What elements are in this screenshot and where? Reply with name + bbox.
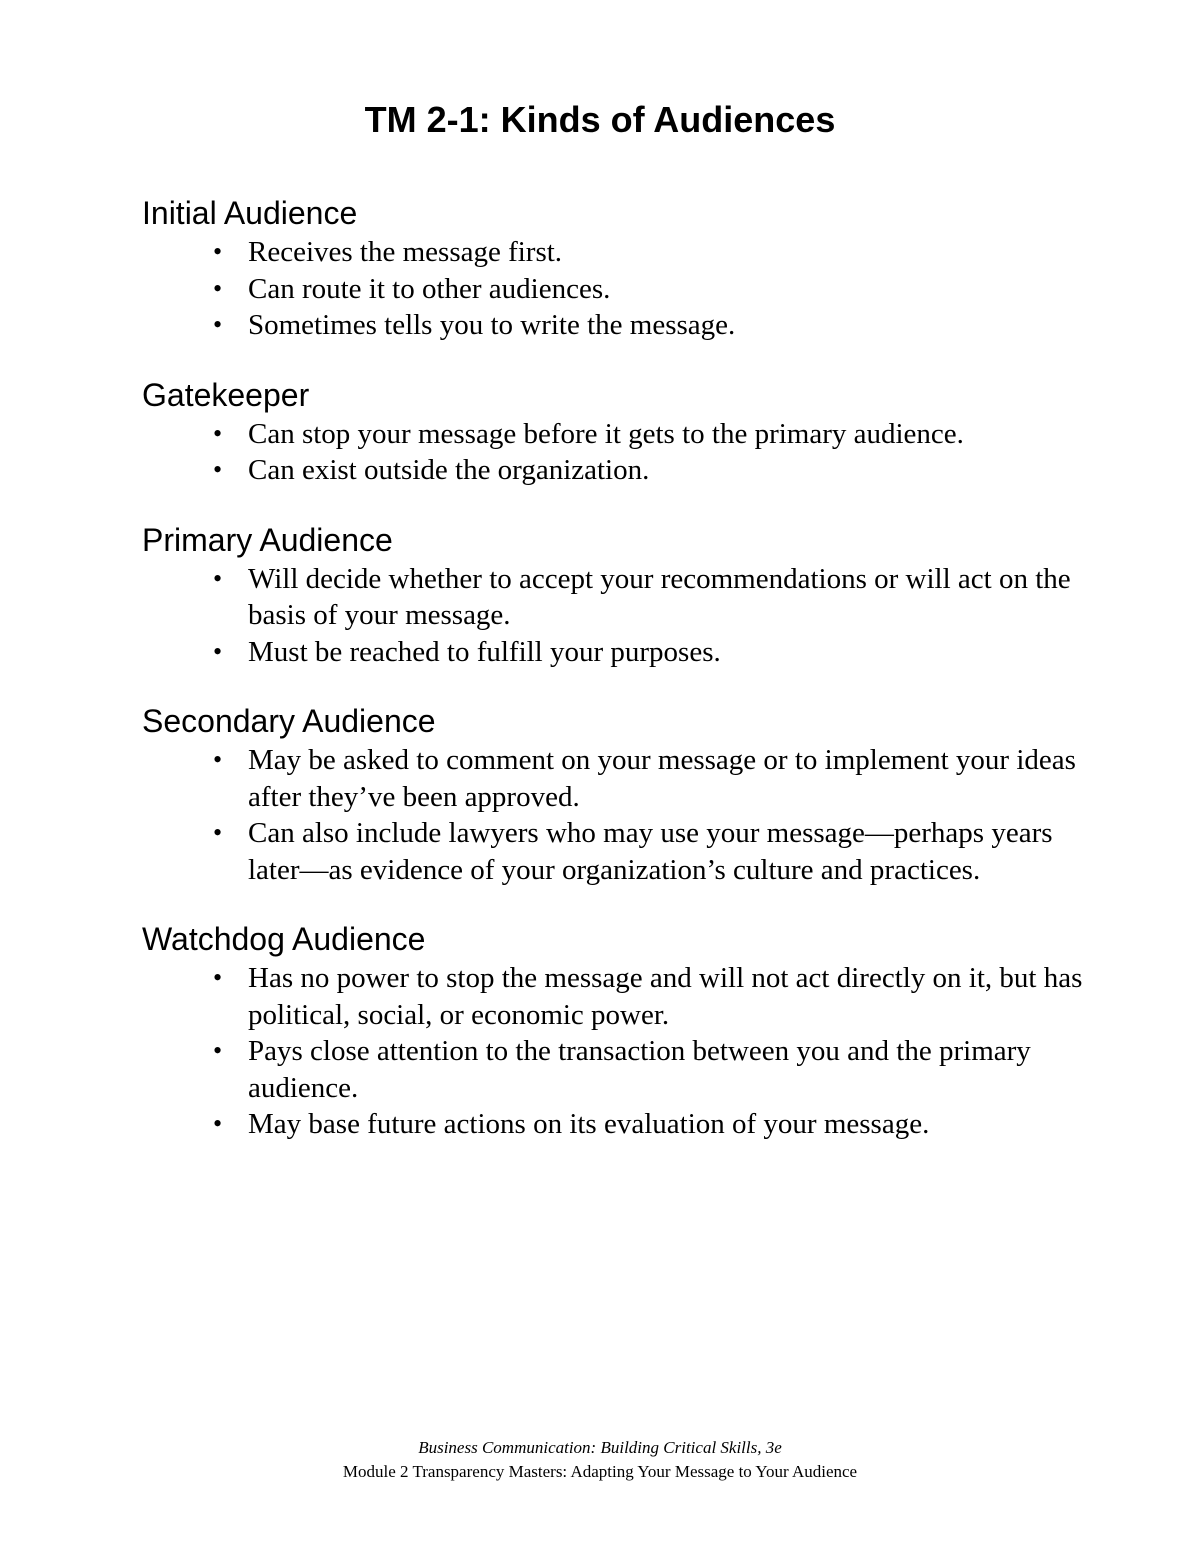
bullet-text: Can stop your message before it gets to the primary audience. [248, 417, 964, 450]
bullet-text: Pays close attention to the transaction between you and the primary audience. [248, 1035, 1031, 1104]
bullet-icon: • [213, 563, 223, 593]
page-footer [0, 1436, 1200, 1484]
bullet-text: Sometimes tells you to write the message. [248, 309, 736, 341]
bullet-item [142, 307, 1102, 344]
bullet-item [142, 960, 1102, 1033]
section-heading: Primary Audience [142, 521, 393, 558]
section-primary-audience [142, 519, 1102, 671]
section-heading: Gatekeeper [142, 376, 310, 413]
bullet-list [142, 960, 1102, 1143]
bullet-item [142, 815, 1102, 888]
bullet-text: Has no power to stop the message and will not act directly on it, but has political, social, or economic power. [248, 962, 1083, 1031]
bullet-text: May base future actions on its evaluation of your message. [248, 1108, 930, 1140]
bullet-icon: • [213, 418, 223, 448]
bullet-icon: • [213, 745, 223, 774]
bullet-item [142, 1033, 1102, 1106]
bullet-icon: • [213, 636, 223, 666]
bullet-item [142, 416, 1102, 453]
bullet-icon: • [213, 273, 223, 303]
bullet-icon: • [213, 310, 223, 339]
bullet-text: Receives the message first. [248, 236, 563, 268]
bullet-list [142, 234, 1102, 344]
bullet-text: Can exist outside the organization. [248, 454, 650, 486]
bullet-icon: • [213, 1036, 223, 1065]
bullet-text: Can route it to other audiences. [248, 272, 611, 305]
page-title: TM 2-1: Kinds of Audiences [364, 99, 836, 140]
bullet-text: Must be reached to fulfill your purposes. [248, 635, 721, 668]
bullet-list [142, 742, 1102, 888]
section-heading: Initial Audience [142, 195, 358, 231]
section-watchdog-audience [142, 918, 1102, 1143]
section-secondary-audience [142, 700, 1102, 888]
section-heading: Secondary Audience [142, 703, 436, 739]
bullet-icon: • [213, 237, 223, 266]
bullet-item [142, 452, 1102, 489]
footer-module-title: Module 2 Transparency Masters: Adapting Your Message to Your Audience [342, 1462, 858, 1481]
bullet-icon: • [213, 455, 223, 484]
bullet-item [142, 742, 1102, 815]
bullet-icon: • [213, 818, 223, 847]
bullet-list [142, 416, 1102, 489]
document-body [142, 192, 1102, 1173]
section-heading: Watchdog Audience [142, 921, 426, 957]
bullet-text: May be asked to comment on your message or to implement your ideas after they’ve been approved. [248, 744, 1076, 813]
bullet-text: Can also include lawyers who may use your message—perhaps years later—as evidence of your organization’s culture and practices. [248, 817, 1053, 886]
footer-book-title: Business Communication: Building Critical Skills, 3e [418, 1438, 782, 1457]
bullet-item [142, 1106, 1102, 1143]
bullet-list [142, 561, 1102, 671]
bullet-icon: • [213, 963, 223, 992]
bullet-item [142, 561, 1102, 634]
section-gatekeeper [142, 374, 1102, 489]
section-initial-audience [142, 192, 1102, 344]
bullet-item [142, 634, 1102, 671]
bullet-text: Will decide whether to accept your recommendations or will act on the basis of your message. [248, 562, 1071, 631]
bullet-item [142, 271, 1102, 308]
bullet-item [142, 234, 1102, 271]
bullet-icon: • [213, 1109, 223, 1138]
